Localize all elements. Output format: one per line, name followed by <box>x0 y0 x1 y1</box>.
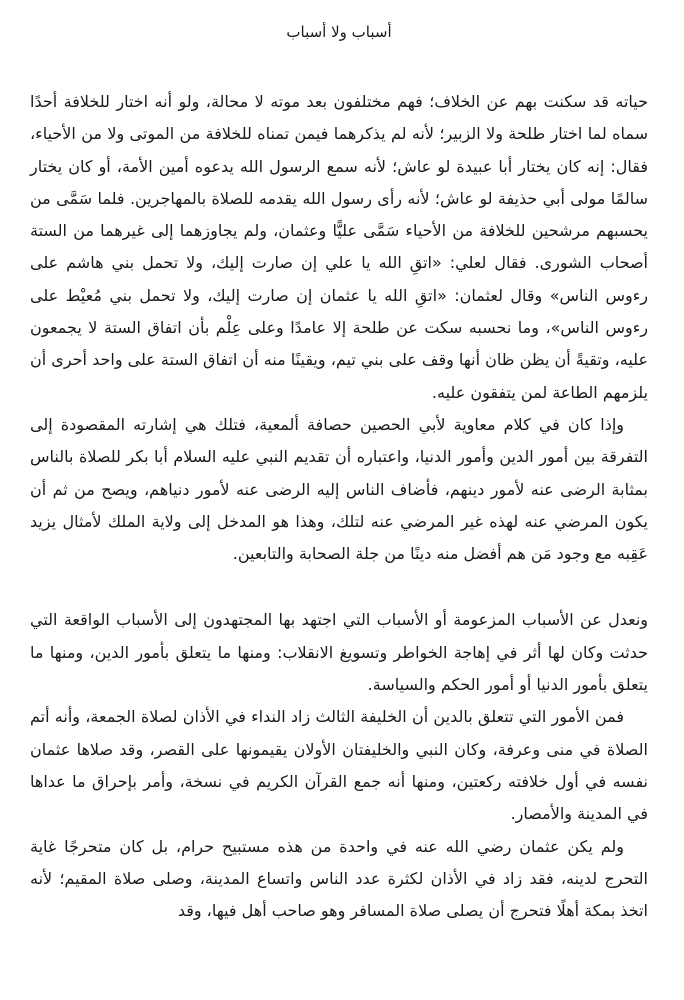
paragraph-4: فمن الأمور التي تتعلق بالدين أن الخليفة الثالث زاد النداء في الأذان لصلاة الجمعة، وأنه أتم الصلاة في منى وعرفة، وكان النبي والخليفتان الأولان يقيمونها على القصر، وقد صلاها عثمان نفسه في أول خلافته ركعتين، ومنها أنه جمع القرآن الكريم في نسخة، وأمر بإحراق ما عداها في المدينة والأمصار. <box>30 707 648 824</box>
running-header: أسباب ولا أسباب <box>286 23 392 41</box>
paragraph-2: وإذا كان في كلام معاوية لأبي الحصين حصافة ألمعية، فتلك هي إشارته المقصودة إلى التفرقة بين أمور الدين وأمور الدنيا، واعتباره أن تقديم النبي عليه السلام أبا بكر للصلاة بالناس بمثابة الرضى عنه لأمور دينهم، فأضاف الناس إليه الرضى عنه لأمور دنياهم، ويصح من ثم أن يكون المرضي عنه لهذه غير المرضي عنه لتلك، وهذا هو المدخل إلى ولاية الملك لأمثال يزيد عَقِبه مع وجود مَن هم أفضل منه دينًا من جلة الصحابة والتابعين. <box>30 414 648 564</box>
paragraph-3: ونعدل عن الأسباب المزعومة أو الأسباب التي اجتهد بها المجتهدون إلى الأسباب الواقعة التي حدثت وكان لها أثر في إهاجة الخواطر وتسويغ الانقلاب: ومنها ما يتعلق بأمور الدين، ومنها ما يتعلق بأمور الدنيا أو أمور الحكم والسياسة. <box>30 610 648 695</box>
section-break <box>30 570 648 604</box>
paragraph-1: حياته قد سكنت بهم عن الخلاف؛ فهم مختلفون بعد موته لا محالة، ولو أنه اختار للخلافة أحدًا سماه لما اختار طلحة ولا الزبير؛ لأنه لم يذكرهما فيمن تمناه للخلافة من الموتى ولا من الأحياء، فقال: إنه كان يختار أبا عبيدة لو عاش؛ لأنه سمع الرسول الله يدعوه أمين الأمة، أو كان يختار سالمًا مولى أبي حذيفة لو عاش؛ لأنه رأى رسول الله يقدمه للصلاة بالمهاجرين. فلما سَمَّى من يحسبهم مرشحين للخلافة من الأحياء سَمَّى عليًّا وعثمان، ولم يجاوزهما إلى غيرهما من الستة أصحاب الشورى. فقال لعلي: «اتقِ الله يا علي إن صارت إليك، ولا تحمل بني هاشم على رءوس الناس» وقال لعثمان: «اتقِ الله يا عثمان إن صارت إليك، ولا تحمل بني مُعيْط على رءوس الناس»، وما نحسبه سكت عن طلحة إلا عامدًا وعلى عِلْم بأن اتفاق الستة لا يجمعون عليه، وتقيةً أن يظن ظان أنها وقف على بني تيم، ويقينًا منه أن اتفاق الستة على واحد أحرى أن يلزمهم الطاعة لمن يتفقون عليه. <box>30 92 648 402</box>
body-text <box>30 86 648 927</box>
paragraph-5: ولم يكن عثمان رضي الله عنه في واحدة من هذه مستبيح حرام، بل كان متحرجًا غاية التحرج لدينه، فقد زاد في الأذان لكثرة عدد الناس واتساع المدينة، وصلى صلاة المقيم؛ لأنه اتخذ بمكة أهلًا فتحرج أن يصلى صلاة المسافر وهو صاحب أهل فيها، وقد <box>30 836 648 921</box>
